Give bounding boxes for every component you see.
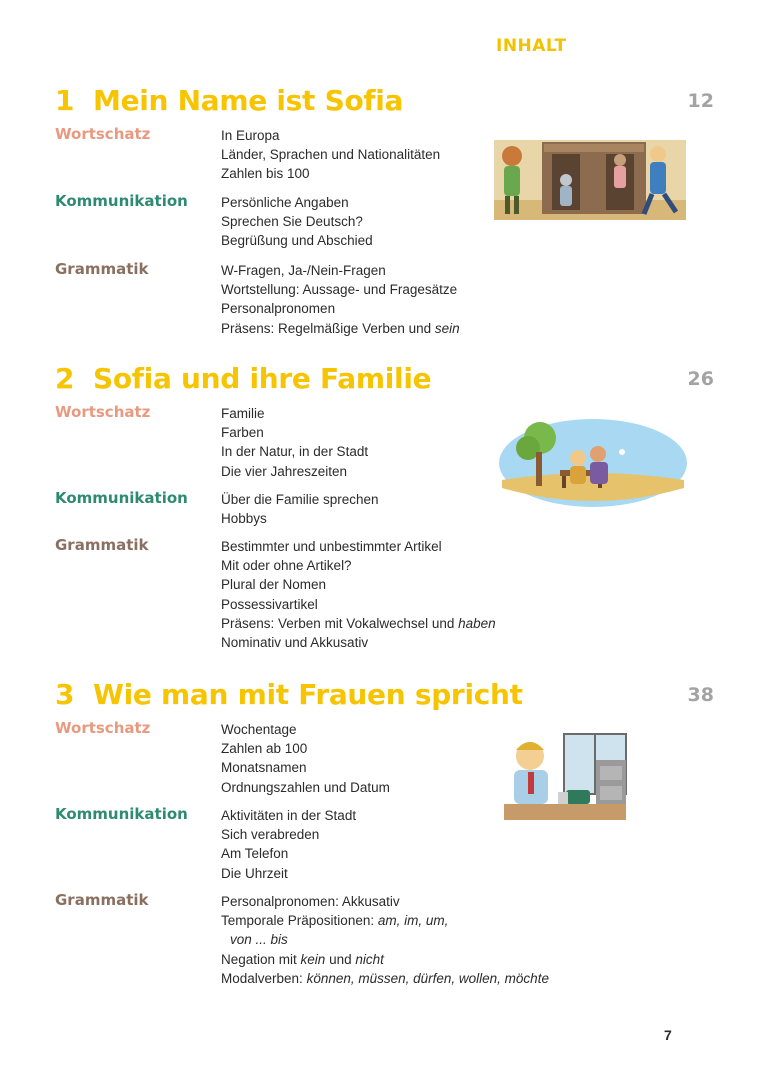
list-item: Modalverben: können, müssen, dürfen, wollen, möchte xyxy=(221,970,549,986)
chapter-title[interactable] xyxy=(55,678,523,711)
list-item: Präsens: Regelmäßige Verben und sein xyxy=(221,320,460,336)
list-item: Sprechen Sie Deutsch? xyxy=(221,214,363,230)
chapter-number: 3 xyxy=(55,678,75,711)
chapter-3-illustration xyxy=(500,730,630,830)
kommunikation-list xyxy=(221,490,379,528)
page-number: 7 xyxy=(664,1027,672,1043)
list-item: In Europa xyxy=(221,128,280,143)
list-item: Am Telefon xyxy=(221,846,289,862)
list-item: Die Uhrzeit xyxy=(221,865,288,881)
list-item: Persönliche Angaben xyxy=(221,195,349,210)
list-item: Monatsnamen xyxy=(221,760,307,776)
section-label-wortschatz: Wortschatz xyxy=(55,719,151,737)
wortschatz-list xyxy=(221,404,368,481)
list-item: In der Natur, in der Stadt xyxy=(221,444,369,460)
list-item: Zahlen ab 100 xyxy=(221,741,308,757)
chapter-page-number[interactable]: 12 xyxy=(687,90,714,112)
section-label-grammatik: Grammatik xyxy=(55,260,149,278)
section-label-grammatik: Grammatik xyxy=(55,891,149,909)
list-item: Ordnungszahlen und Datum xyxy=(221,779,390,795)
list-item: Bestimmter und unbestimmter Artikel xyxy=(221,539,442,554)
section-label-grammatik: Grammatik xyxy=(55,536,149,554)
grammatik-list xyxy=(221,537,496,652)
list-item: Farben xyxy=(221,425,264,441)
list-item: W-Fragen, Ja-/Nein-Fragen xyxy=(221,263,386,278)
list-item: Possessivartikel xyxy=(221,596,318,612)
list-item: Wochentage xyxy=(221,722,297,737)
list-item: Hobbys xyxy=(221,511,267,527)
section-label-wortschatz: Wortschatz xyxy=(55,125,151,143)
chapter-title[interactable] xyxy=(55,362,431,395)
wortschatz-list xyxy=(221,720,390,797)
chapter-1-illustration xyxy=(494,140,686,220)
chapter-title-text: Mein Name ist Sofia xyxy=(93,84,404,117)
wortschatz-list xyxy=(221,126,440,184)
chapter-title-text: Wie man mit Frauen spricht xyxy=(93,678,523,711)
grammatik-list xyxy=(221,261,460,338)
chapter-title-text: Sofia und ihre Familie xyxy=(93,362,432,395)
section-label-wortschatz: Wortschatz xyxy=(55,403,151,421)
grammatik-list xyxy=(221,892,549,988)
contents-heading: INHALT xyxy=(496,36,567,56)
list-item: Mit oder ohne Artikel? xyxy=(221,558,352,574)
list-item: Temporale Präpositionen: am, im, um, xyxy=(221,913,449,929)
list-item: Präsens: Verben mit Vokalwechsel und haben xyxy=(221,615,496,631)
chapter-title[interactable] xyxy=(55,84,403,117)
kommunikation-list xyxy=(221,806,356,883)
list-item: Personalpronomen xyxy=(221,301,336,317)
list-item: Die vier Jahreszeiten xyxy=(221,463,348,479)
list-item: Familie xyxy=(221,406,265,421)
chapter-2-illustration xyxy=(498,418,688,508)
section-label-kommunikation: Kommunikation xyxy=(55,192,188,210)
section-label-kommunikation: Kommunikation xyxy=(55,489,188,507)
list-item: Sich verabreden xyxy=(221,827,320,843)
list-item: Aktivitäten in der Stadt xyxy=(221,808,357,823)
kommunikation-list xyxy=(221,193,373,251)
list-item: Begrüßung und Abschied xyxy=(221,233,373,249)
chapter-page-number[interactable]: 26 xyxy=(687,368,714,390)
chapter-number: 2 xyxy=(55,362,75,395)
list-item: Zahlen bis 100 xyxy=(221,166,310,182)
list-item: Wortstellung: Aussage- und Fragesätze xyxy=(221,282,458,298)
list-item: Über die Familie sprechen xyxy=(221,492,379,507)
chapter-page-number[interactable]: 38 xyxy=(687,684,714,706)
list-item: Negation mit kein und nicht xyxy=(221,951,384,967)
list-item: Plural der Nomen xyxy=(221,577,327,593)
chapter-number: 1 xyxy=(55,84,75,117)
list-item: von ... bis xyxy=(230,932,288,948)
list-item: Personalpronomen: Akkusativ xyxy=(221,894,400,909)
list-item: Nominativ und Akkusativ xyxy=(221,635,369,651)
list-item: Länder, Sprachen und Nationalitäten xyxy=(221,147,441,163)
section-label-kommunikation: Kommunikation xyxy=(55,805,188,823)
